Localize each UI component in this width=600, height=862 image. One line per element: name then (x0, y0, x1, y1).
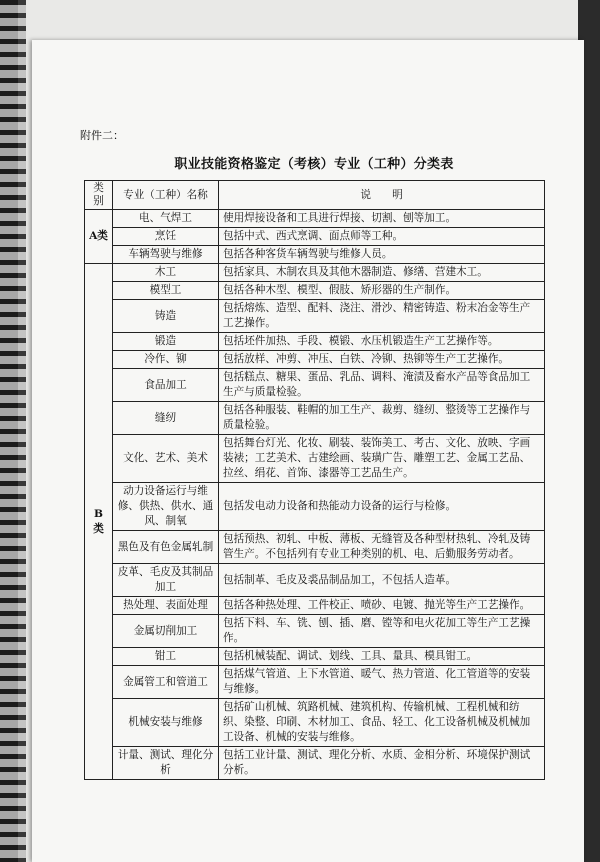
trade-name-cell: 模型工 (113, 282, 219, 300)
table-row (85, 333, 545, 351)
description-cell: 包括放样、冲剪、冲压、白铁、冷铆、热铆等生产工艺操作。 (219, 351, 545, 369)
description-cell: 包括发电动力设备和热能动力设备的运行与检修。 (219, 483, 545, 531)
trade-name-cell: 金属切削加工 (113, 615, 219, 648)
trade-name-cell: 黑色及有色金属轧制 (113, 531, 219, 564)
trade-name-cell: 车辆驾驶与维修 (113, 246, 219, 264)
description-cell: 包括矿山机械、筑路机械、建筑机构、传输机械、工程机械和纺织、染整、印刷、木材加工、食品、轻工、化工设备机械及机械加工设备、机械的安装与维修。 (219, 699, 545, 747)
table-row (85, 246, 545, 264)
description-cell: 包括煤气管道、上下水管道、暖气、热力管道、化工管道等的安装与维修。 (219, 666, 545, 699)
trade-name-cell: 食品加工 (113, 369, 219, 402)
table-row (85, 210, 545, 228)
description-cell: 包括各种木型、模型、假肢、矫形器的生产制作。 (219, 282, 545, 300)
table-row (85, 666, 545, 699)
trade-name-cell: 烹饪 (113, 228, 219, 246)
table-row (85, 699, 545, 747)
header-name: 专业（工种）名称 (113, 181, 219, 210)
table-row (85, 264, 545, 282)
description-cell: 包括坯件加热、手段、模锻、水压机锻造生产工艺操作等。 (219, 333, 545, 351)
table-row (85, 228, 545, 246)
description-cell: 包括家具、木制农具及其他木器制造、修缮、营建木工。 (219, 264, 545, 282)
table-header-row (85, 181, 545, 210)
description-cell: 包括预热、初轧、中板、薄板、无缝管及各种型材热轧、冷轧及铸管生产。不包括列有专业工种类别的机、电、后勤服务劳动者。 (219, 531, 545, 564)
description-cell: 包括机械装配、调试、划线、工具、量具、模具钳工。 (219, 648, 545, 666)
table-row (85, 483, 545, 531)
trade-name-cell: 热处理、表面处理 (113, 597, 219, 615)
trade-name-cell: 计量、测试、理化分析 (113, 747, 219, 780)
description-cell: 包括工业计量、测试、理化分析、水质、金相分析、环境保护测试分析。 (219, 747, 545, 780)
table-row (85, 369, 545, 402)
table-row (85, 282, 545, 300)
table-row (85, 597, 545, 615)
table-row (85, 435, 545, 483)
description-cell: 包括中式、西式烹调、面点师等工种。 (219, 228, 545, 246)
table-row (85, 615, 545, 648)
table-row (85, 351, 545, 369)
trade-name-cell: 锻造 (113, 333, 219, 351)
description-cell: 包括舞台灯光、化妆、刷装、装饰美工、考古、文化、放映、字画装裱；工艺美术、古建绘画、装璜广告、雕塑工艺、金属工艺品、拉丝、绢花、首饰、漆器等工艺品生产。 (219, 435, 545, 483)
description-cell: 包括制革、毛皮及裘品制品加工，不包括人造革。 (219, 564, 545, 597)
category-cell: A类 (85, 210, 113, 264)
table-row (85, 747, 545, 780)
description-cell: 包括各种客货车辆驾驶与维修人员。 (219, 246, 545, 264)
table-row (85, 648, 545, 666)
attachment-label: 附件二： (80, 129, 124, 142)
description-cell: 包括熔炼、造型、配料、浇注、滑沙、精密铸造、粉末冶金等生产工艺操作。 (219, 300, 545, 333)
table-row (85, 564, 545, 597)
header-category: 类别 (85, 181, 113, 210)
trade-name-cell: 铸造 (113, 300, 219, 333)
description-cell: 包括下料、车、铣、刨、插、磨、镗等和电火花加工等生产工艺操作。 (219, 615, 545, 648)
trade-name-cell: 金属管工和管道工 (113, 666, 219, 699)
trade-name-cell: 机械安装与维修 (113, 699, 219, 747)
trade-name-cell: 钳工 (113, 648, 219, 666)
description-cell: 包括各种服装、鞋帽的加工生产、裁剪、缝纫、整烫等工艺操作与质量检验。 (219, 402, 545, 435)
page-title: 职业技能资格鉴定（考核）专业（工种）分类表 (174, 157, 454, 172)
description-cell: 包括糕点、糖果、蛋品、乳品、调料、淹渍及畜水产品等食品加工生产与质量检验。 (219, 369, 545, 402)
trade-name-cell: 皮革、毛皮及其制品加工 (113, 564, 219, 597)
trade-name-cell: 冷作、铆 (113, 351, 219, 369)
binding-spiral (0, 0, 26, 862)
trade-name-cell: 电、气焊工 (113, 210, 219, 228)
trade-name-cell: 木工 (113, 264, 219, 282)
classification-table (84, 180, 545, 780)
trade-name-cell: 文化、艺术、美术 (113, 435, 219, 483)
table-row (85, 300, 545, 333)
table-row (85, 531, 545, 564)
trade-name-cell: 缝纫 (113, 402, 219, 435)
description-cell: 包括各种热处理、工件校正、喷砂、电镀、抛光等生产工艺操作。 (219, 597, 545, 615)
table-row (85, 402, 545, 435)
header-description: 说 明 (219, 181, 545, 210)
trade-name-cell: 动力设备运行与维修、供热、供水、通风、制氧 (113, 483, 219, 531)
category-cell: B类 (85, 264, 113, 780)
description-cell: 使用焊接设备和工具进行焊接、切割、刨等加工。 (219, 210, 545, 228)
